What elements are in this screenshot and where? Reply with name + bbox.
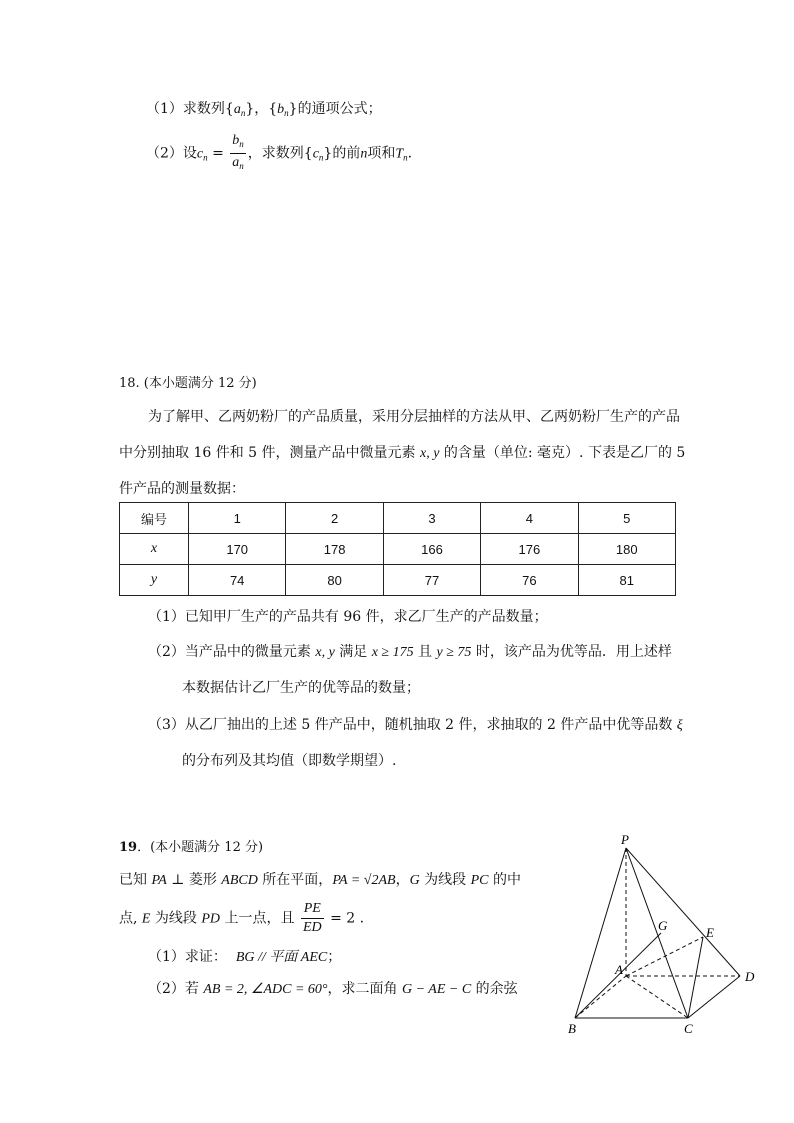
q18-line2-b: 的含量（单位: 毫克）. 下表是乙厂的 5 xyxy=(439,445,686,461)
frac-num: b xyxy=(232,133,240,148)
measurement-table xyxy=(119,502,676,596)
label-C: C xyxy=(684,1021,693,1036)
rhombus-abcd: ABCD xyxy=(221,873,258,888)
q18-sub2-d: 时，该产品为优等品．用上述样 xyxy=(471,644,672,660)
frac-den: a xyxy=(232,155,240,170)
edge-cd xyxy=(688,976,740,1018)
seg-pc: PC xyxy=(470,873,489,888)
table-row xyxy=(120,503,676,534)
q19-line1 xyxy=(119,869,521,889)
q19-sub1 xyxy=(148,946,341,966)
frac-den: ED xyxy=(302,920,322,935)
text: 点, xyxy=(119,910,142,927)
table-cell: 2 xyxy=(286,503,383,534)
row-x-label: x xyxy=(120,534,189,565)
vars-xy: x, y xyxy=(315,645,335,660)
equals: = xyxy=(207,145,229,162)
q17-part2 xyxy=(146,132,412,175)
eq-pa: PA = √2AB xyxy=(332,873,396,888)
q18-paragraph-line2 xyxy=(119,442,685,462)
q18-sub1: （1）已知甲厂生产的产品共有 96 件，求乙厂生产的产品数量； xyxy=(148,609,548,625)
table-cell: 170 xyxy=(189,534,286,565)
point-e: E xyxy=(141,911,151,927)
var-xi: ξ xyxy=(676,718,683,733)
edge-pd xyxy=(626,848,740,976)
table-cell: 74 xyxy=(189,565,286,596)
row-y-label: y xyxy=(120,565,189,596)
text: ， xyxy=(395,872,410,888)
table-cell: 4 xyxy=(481,503,578,534)
q18-sub2-c: 且 xyxy=(413,644,437,660)
q18-sub2 xyxy=(148,641,672,661)
table-cell: 81 xyxy=(578,565,675,596)
var-T: T xyxy=(395,146,404,162)
table-cell: 180 xyxy=(578,534,675,565)
table-cell: 178 xyxy=(286,534,383,565)
seg-pa: PA xyxy=(151,873,167,888)
expr: AB = 2, ∠ADC = 60° xyxy=(203,982,328,997)
sub-n: n xyxy=(239,139,244,149)
q19-header-text: ．(本小题满分 12 分) xyxy=(137,840,264,855)
diagonal-ac xyxy=(626,976,688,1018)
q19-header xyxy=(119,836,263,855)
q18-sub3-line2: 的分布列及其均值（即数学期望）. xyxy=(182,753,397,769)
frac-num: PE xyxy=(301,900,324,919)
text: ⊥ 菱形 xyxy=(166,872,222,888)
q19-number: 19 xyxy=(119,840,138,855)
text: 已知 xyxy=(119,872,152,888)
text: ，求二面角 xyxy=(327,981,402,997)
header-label-cell: 编号 xyxy=(120,503,189,534)
text: 为线段 xyxy=(150,910,202,927)
point-g: G xyxy=(409,873,420,888)
table-cell: 76 xyxy=(481,565,578,596)
q18-header: 18. (本小题满分 12 分) xyxy=(119,376,257,391)
q17-part2-text3: }的前 xyxy=(323,145,361,162)
label: （2） xyxy=(148,981,185,997)
sub-n: n xyxy=(284,108,289,118)
table-cell: 80 xyxy=(286,565,383,596)
text: 若 xyxy=(184,981,204,997)
sub-n: n xyxy=(203,152,208,163)
table-cell: 1 xyxy=(189,503,286,534)
var-c: c xyxy=(196,146,204,162)
q18-sub3-a: （3）从乙厂抽出的上述 5 件产品中，随机抽取 2 件，求抽取的 2 件产品中优等品数 xyxy=(148,717,677,733)
q19-line2 xyxy=(119,900,364,937)
label-D: D xyxy=(745,969,755,984)
brace: } xyxy=(288,101,298,117)
label-P: P xyxy=(621,832,629,847)
text: 的余弦 xyxy=(471,981,518,997)
sub-n: n xyxy=(240,108,246,118)
segment-ce xyxy=(688,937,703,1018)
q18-paragraph-line1: 为了解甲、乙两奶粉厂的产品质量，采用分层抽样的方法从甲、乙两奶粉厂生产的产品 xyxy=(148,409,680,425)
fraction-pe-over-ed xyxy=(301,900,324,937)
seg-pd: PD xyxy=(201,911,221,927)
q18-sub2-b: 满足 xyxy=(334,644,372,660)
sub-n: n xyxy=(239,161,244,171)
q17-part1-text: 求数列 xyxy=(182,101,225,117)
var-b: b xyxy=(277,102,285,117)
expr: G − AE − C xyxy=(401,982,472,997)
q17-part1-label: （1） xyxy=(146,101,183,117)
text: 上一点，且 xyxy=(220,910,299,927)
q17-part1 xyxy=(146,98,382,118)
table-row xyxy=(120,565,676,596)
edge-ba xyxy=(575,976,626,1018)
q17-part2-text2: ，求数列{ xyxy=(247,145,313,162)
q17-part2-text4: 项和 xyxy=(367,145,396,162)
vars-xy: x, y xyxy=(419,446,440,461)
brace: }，{ xyxy=(245,101,278,117)
cond-y: y ≥ 75 xyxy=(436,645,472,660)
table-cell: 166 xyxy=(383,534,480,565)
text: 的中 xyxy=(488,872,521,888)
period: . xyxy=(407,145,413,162)
label-E: E xyxy=(706,925,714,940)
brace: { xyxy=(224,101,234,117)
fraction-b-over-a xyxy=(230,132,246,175)
label-A: A xyxy=(615,962,623,977)
expr: BG // 平面 AEC xyxy=(235,950,328,965)
q17-part2-label: （2） xyxy=(146,145,183,162)
label-G: G xyxy=(658,918,668,933)
var-a: a xyxy=(233,102,241,117)
q17-part2-text: 设 xyxy=(182,145,197,162)
edge-pc xyxy=(626,848,688,1018)
sub-n: n xyxy=(403,152,408,163)
sub-n: n xyxy=(318,152,324,163)
q18-sub2-line2: 本数据估计乙厂生产的优等品的数量； xyxy=(182,680,420,696)
table-row xyxy=(120,534,676,565)
label-B: B xyxy=(568,1021,576,1036)
text: 为线段 xyxy=(419,872,471,888)
text: = 2 . xyxy=(325,910,365,927)
table-cell: 77 xyxy=(383,565,480,596)
q19-sub2 xyxy=(148,978,518,998)
table-cell: 5 xyxy=(578,503,675,534)
q18-sub2-a: （2）当产品中的微量元素 xyxy=(148,644,316,660)
q18-line2-a: 中分别抽取 16 件和 5 件，测量产品中微量元素 xyxy=(119,445,420,461)
q18-sub3 xyxy=(148,714,683,734)
q17-part1-tail: 的通项公式； xyxy=(297,101,382,117)
pyramid-figure xyxy=(560,830,770,1040)
text: 求证： xyxy=(184,949,227,965)
var-n: n xyxy=(360,146,368,162)
table-cell: 176 xyxy=(481,534,578,565)
text: 所在平面， xyxy=(257,872,333,888)
table-cell: 3 xyxy=(383,503,480,534)
label: （1） xyxy=(148,949,185,965)
cond-x: x ≥ 175 xyxy=(371,645,414,660)
q18-paragraph-line3: 件产品的测量数据： xyxy=(119,481,245,497)
var-c: c xyxy=(312,146,319,162)
text: ； xyxy=(327,949,342,965)
